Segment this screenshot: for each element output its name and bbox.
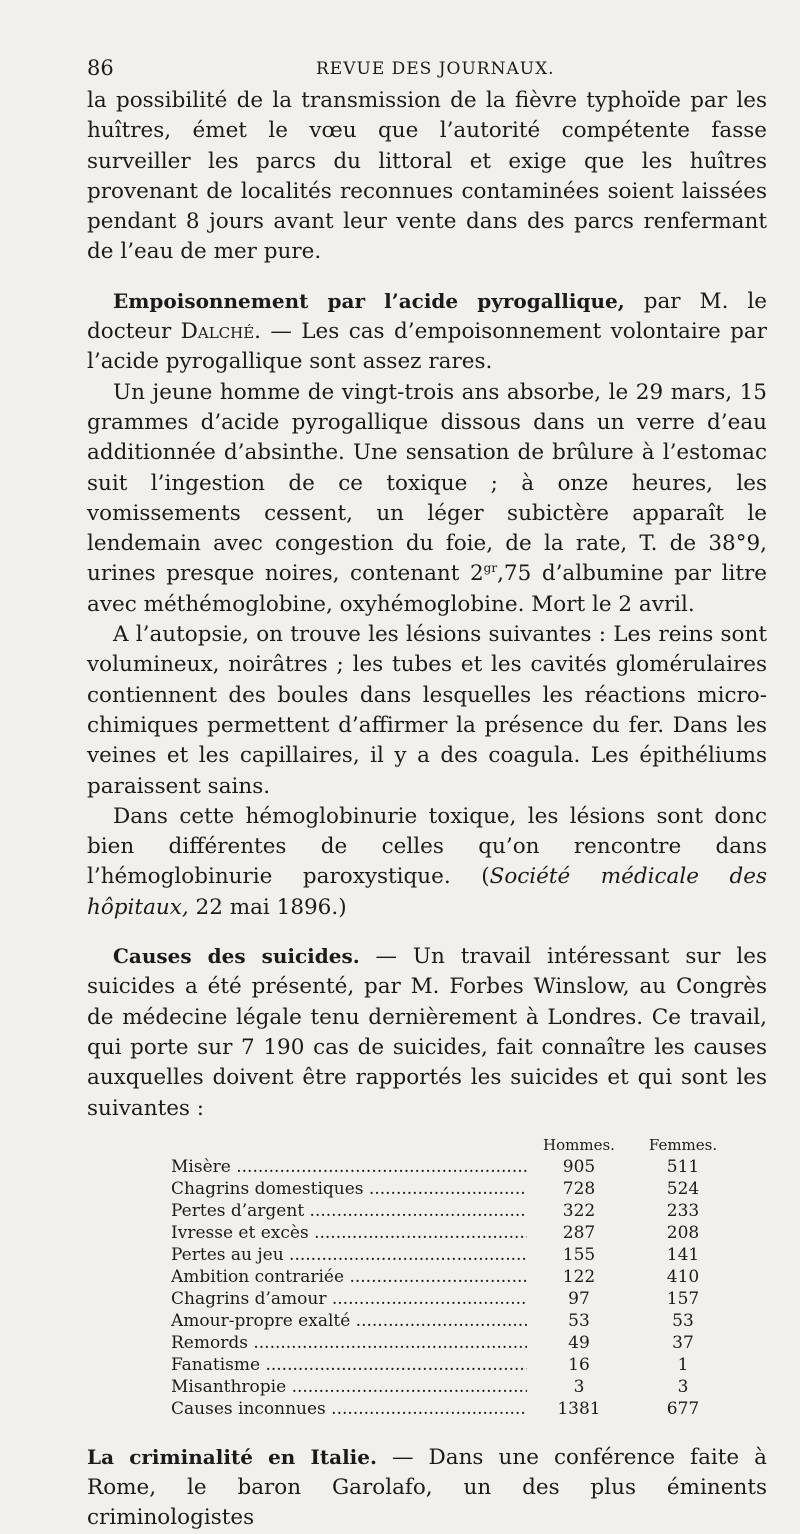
column-header-femmes: Femmes. — [648, 1135, 718, 1154]
table-row: Misère ..... 905 511 — [171, 1156, 751, 1178]
suicide-causes-table — [171, 1134, 751, 1420]
table-row: Pertes au jeu ..... 155 141 — [171, 1244, 751, 1266]
table-row: Amour-propre exalté ..... 53 53 — [171, 1310, 751, 1332]
section-title-pyrogallic: Empoisonnement par l’acide pyrogallique, — [113, 288, 625, 313]
section-title-criminality: La criminalité en Italie. — [87, 1444, 377, 1469]
section-criminality-italy: La criminalité en Italie. — Dans une conférence faite à Rome, le baron Garolafo, un des plus éminents criminologistes — [87, 1444, 767, 1531]
column-header-hommes: Hommes. — [543, 1135, 615, 1154]
table-row: Remords ..... 49 37 — [171, 1332, 751, 1354]
book-page — [87, 56, 767, 1534]
paragraph-conclusion: Dans cette hémoglobinurie toxique, les lésions sont donc bien différentes de celles qu’on rencontre dans l’hémoglobinurie paroxystique. (Société médicale des hôpitaux, 22 mai 1896.) — [87, 803, 767, 920]
table-row: Chagrins domestiques ..... 728 524 — [171, 1178, 751, 1200]
table-row: Misanthropie ..... 3 3 — [171, 1376, 751, 1398]
table-row: Chagrins d’amour ..... 97 157 — [171, 1288, 751, 1310]
table-row: Causes inconnues ..... 1381 677 — [171, 1398, 751, 1420]
table-row: Pertes d’argent ..... 322 233 — [171, 1200, 751, 1222]
section-pyrogallic-intro: Empoisonnement par l’acide pyrogallique, par M. le docteur Dalché. — Les cas d’empoisonnement volontaire par l’acide pyrogallique sont assez rares. — [87, 288, 767, 375]
section-title-suicides: Causes des suicides. — [113, 944, 360, 969]
table-row: Ivresse et excès ..... 287 208 — [171, 1222, 751, 1244]
page-header — [87, 56, 767, 86]
paragraph-autopsy: A l’autopsie, on trouve les lésions suivantes : Les reins sont volumineux, noirâtres ; les tubes et les cavités glomérulaires contiennent des boules dans lesquelles les réactions micro-chimiques permettent d’affirmer la présence du fer. Dans les veines et les capillaires, il y a des coagula. Les épithéliums paraissent sains. — [87, 622, 767, 799]
table-row: Ambition contrariée ..... 122 410 — [171, 1266, 751, 1288]
author-name: Dalché — [180, 319, 255, 345]
page-number: 86 — [87, 56, 114, 80]
section-suicides: Causes des suicides. — Un travail intéressant sur les suicides a été présenté, par M. Forbes Winslow, au Congrès de médecine légale tenu dernièrement à Londres. Ce travail, qui porte sur 7 190 cas de suicides, fait connaître les causes auxquelles doivent être rapportés les suicides et qui sont les suivantes : — [87, 944, 767, 1121]
body-text — [87, 86, 767, 1124]
source-citation: Société médicale des hôpitaux, — [87, 864, 767, 920]
table-header — [171, 1134, 751, 1156]
body-text-continued — [87, 1442, 767, 1534]
table-row: Fanatisme ..... 16 1 — [171, 1354, 751, 1376]
paragraph-oysters: la possibilité de la transmission de la fièvre typhoïde par les huîtres, émet le vœu que l’autorité compétente fasse surveiller les parcs du littoral et exige que les huîtres provenant de localités reconnues contaminées soient laissées pendant 8 jours avant leur vente dans des parcs renfermant de l’eau de mer pure. — [87, 88, 767, 265]
running-title: REVUE DES JOURNAUX. — [316, 59, 555, 79]
paragraph-case: Un jeune homme de vingt-trois ans absorbe, le 29 mars, 15 grammes d’acide pyrogallique dissous dans un verre d’eau additionnée d’absinthe. Une sensation de brûlure à l’estomac suit l’ingestion de ce toxique ; à onze heures, les vomissements cessent, un léger subictère apparaît le lendemain avec congestion du foie, de la rate, T. de 38°9, urines presque noires, contenant $2^{gr},75$ d’albumine par litre avec méthémoglobine, oxyhémoglobine. Mort le 2 avril. — [87, 379, 767, 617]
